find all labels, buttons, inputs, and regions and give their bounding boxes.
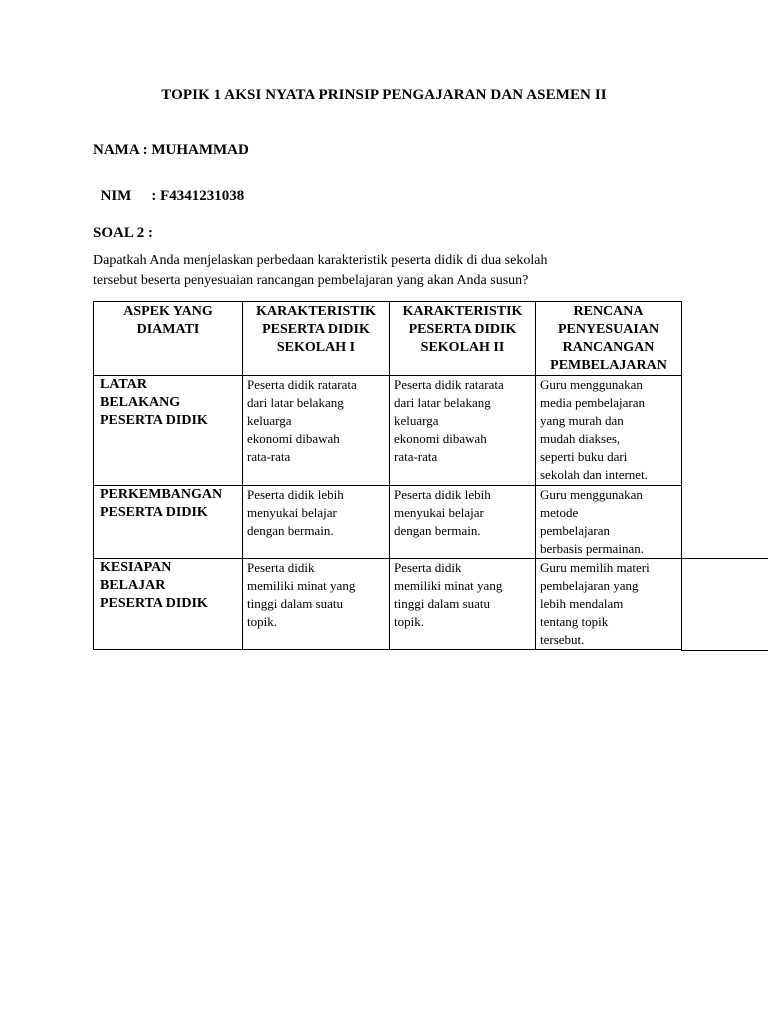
cell-line: PERKEMBANGAN — [100, 487, 223, 502]
cell-line: ekonomi dibawah — [394, 431, 487, 446]
cell-line: memiliki minat yang — [394, 578, 503, 593]
cell-line: topik. — [247, 614, 277, 629]
cell-line: Peserta didik ratarata — [247, 377, 357, 392]
table-rule-extension — [681, 650, 768, 651]
cell-line: pembelajaran yang — [540, 578, 639, 593]
table-row — [94, 559, 682, 650]
cell-line: Peserta didik lebih — [394, 487, 491, 502]
cell-line: rata-rata — [247, 449, 291, 464]
cell-line: Peserta didik lebih — [247, 487, 344, 502]
cell-line: BELAJAR — [100, 578, 166, 593]
cell-line: lebih mendalam — [540, 596, 624, 611]
cell-line: PESERTA DIDIK — [100, 505, 208, 520]
cell-line: keluarga — [247, 413, 292, 428]
row-rencana — [536, 376, 682, 486]
row-sekolah-1 — [243, 486, 390, 559]
cell-line: PESERTA DIDIK — [100, 596, 208, 611]
header-rencana — [536, 302, 682, 376]
cell-line: menyukai belajar — [247, 505, 337, 520]
header-aspek — [94, 302, 243, 376]
cell-line: SEKOLAH II — [420, 340, 505, 355]
cell-line: KESIAPAN — [100, 560, 172, 575]
row-sekolah-2 — [390, 486, 536, 559]
table-row — [94, 486, 682, 559]
row-aspek — [94, 486, 243, 559]
cell-line: ekonomi dibawah — [247, 431, 340, 446]
row-sekolah-2 — [390, 559, 536, 650]
cell-line: PEMBELAJARAN — [550, 358, 667, 373]
row-aspek — [94, 559, 243, 650]
cell-line: KARAKTERISTIK — [402, 304, 523, 319]
cell-line: ASPEK YANG — [123, 304, 213, 319]
cell-line: media pembelajaran — [540, 395, 646, 410]
cell-line: DIAMATI — [136, 322, 200, 337]
header-sekolah-2 — [390, 302, 536, 376]
cell-line: tinggi dalam suatu — [247, 596, 344, 611]
question-line: Dapatkah Anda menjelaskan perbedaan karakteristik peserta didik di dua sekolah — [93, 253, 548, 268]
cell-line: keluarga — [394, 413, 439, 428]
row-rencana — [536, 486, 682, 559]
header-sekolah-1 — [243, 302, 390, 376]
cell-line: KARAKTERISTIK — [256, 304, 376, 319]
cell-line: LATAR — [100, 377, 147, 392]
cell-line: Peserta didik — [394, 560, 462, 575]
cell-line: mudah diakses, — [540, 431, 621, 446]
cell-line: PESERTA DIDIK — [100, 413, 208, 428]
cell-line: yang murah dan — [540, 413, 624, 428]
nim-label: NIM — [100, 188, 132, 204]
cell-line: dengan bermain. — [247, 523, 334, 538]
question-line: tersebut beserta penyesuaian rancangan pembelajaran yang akan Anda susun? — [93, 273, 529, 288]
cell-line: Guru menggunakan — [540, 377, 643, 392]
cell-line: topik. — [394, 614, 424, 629]
cell-line: PESERTA DIDIK — [408, 322, 517, 337]
table-header-row — [94, 302, 682, 376]
table-row — [94, 376, 682, 486]
student-nim — [93, 171, 244, 205]
cell-line: dengan bermain. — [394, 523, 481, 538]
cell-line: Peserta didik — [247, 560, 315, 575]
cell-line: tentang topik — [540, 614, 609, 629]
comparison-table — [93, 301, 682, 650]
cell-line: pembelajaran — [540, 523, 611, 538]
question-text — [93, 251, 653, 291]
cell-line: tinggi dalam suatu — [394, 596, 491, 611]
nim-value: : F4341231038 — [151, 188, 245, 204]
cell-line: PENYESUAIAN — [557, 322, 660, 337]
row-sekolah-2 — [390, 376, 536, 486]
row-sekolah-1 — [243, 376, 390, 486]
cell-line: SEKOLAH I — [276, 340, 356, 355]
cell-line: PESERTA DIDIK — [262, 322, 370, 337]
row-sekolah-1 — [243, 559, 390, 650]
row-rencana — [536, 559, 682, 650]
cell-line: tersebut. — [540, 632, 585, 647]
cell-line: RENCANA — [573, 304, 644, 319]
cell-line: dari latar belakang — [394, 395, 491, 410]
row-aspek — [94, 376, 243, 486]
cell-line: sekolah dan internet. — [540, 467, 648, 482]
document-title: TOPIK 1 AKSI NYATA PRINSIP PENGAJARAN DAN ASEMEN II — [161, 87, 607, 103]
table-rule-extension — [681, 558, 768, 559]
cell-line: berbasis permainan. — [540, 541, 644, 556]
question-label: SOAL 2 : — [93, 225, 154, 241]
cell-line: RANCANGAN — [562, 340, 655, 355]
cell-line: seperti buku dari — [540, 449, 628, 464]
cell-line: Peserta didik ratarata — [394, 377, 504, 392]
cell-line: menyukai belajar — [394, 505, 484, 520]
cell-line: metode — [540, 505, 579, 520]
cell-line: rata-rata — [394, 449, 438, 464]
cell-line: Guru menggunakan — [540, 487, 643, 502]
cell-line: dari latar belakang — [247, 395, 344, 410]
cell-line: BELAKANG — [100, 395, 181, 410]
cell-line: Guru memilih materi — [540, 560, 650, 575]
cell-line: memiliki minat yang — [247, 578, 356, 593]
student-name: NAMA : MUHAMMAD — [93, 142, 249, 158]
